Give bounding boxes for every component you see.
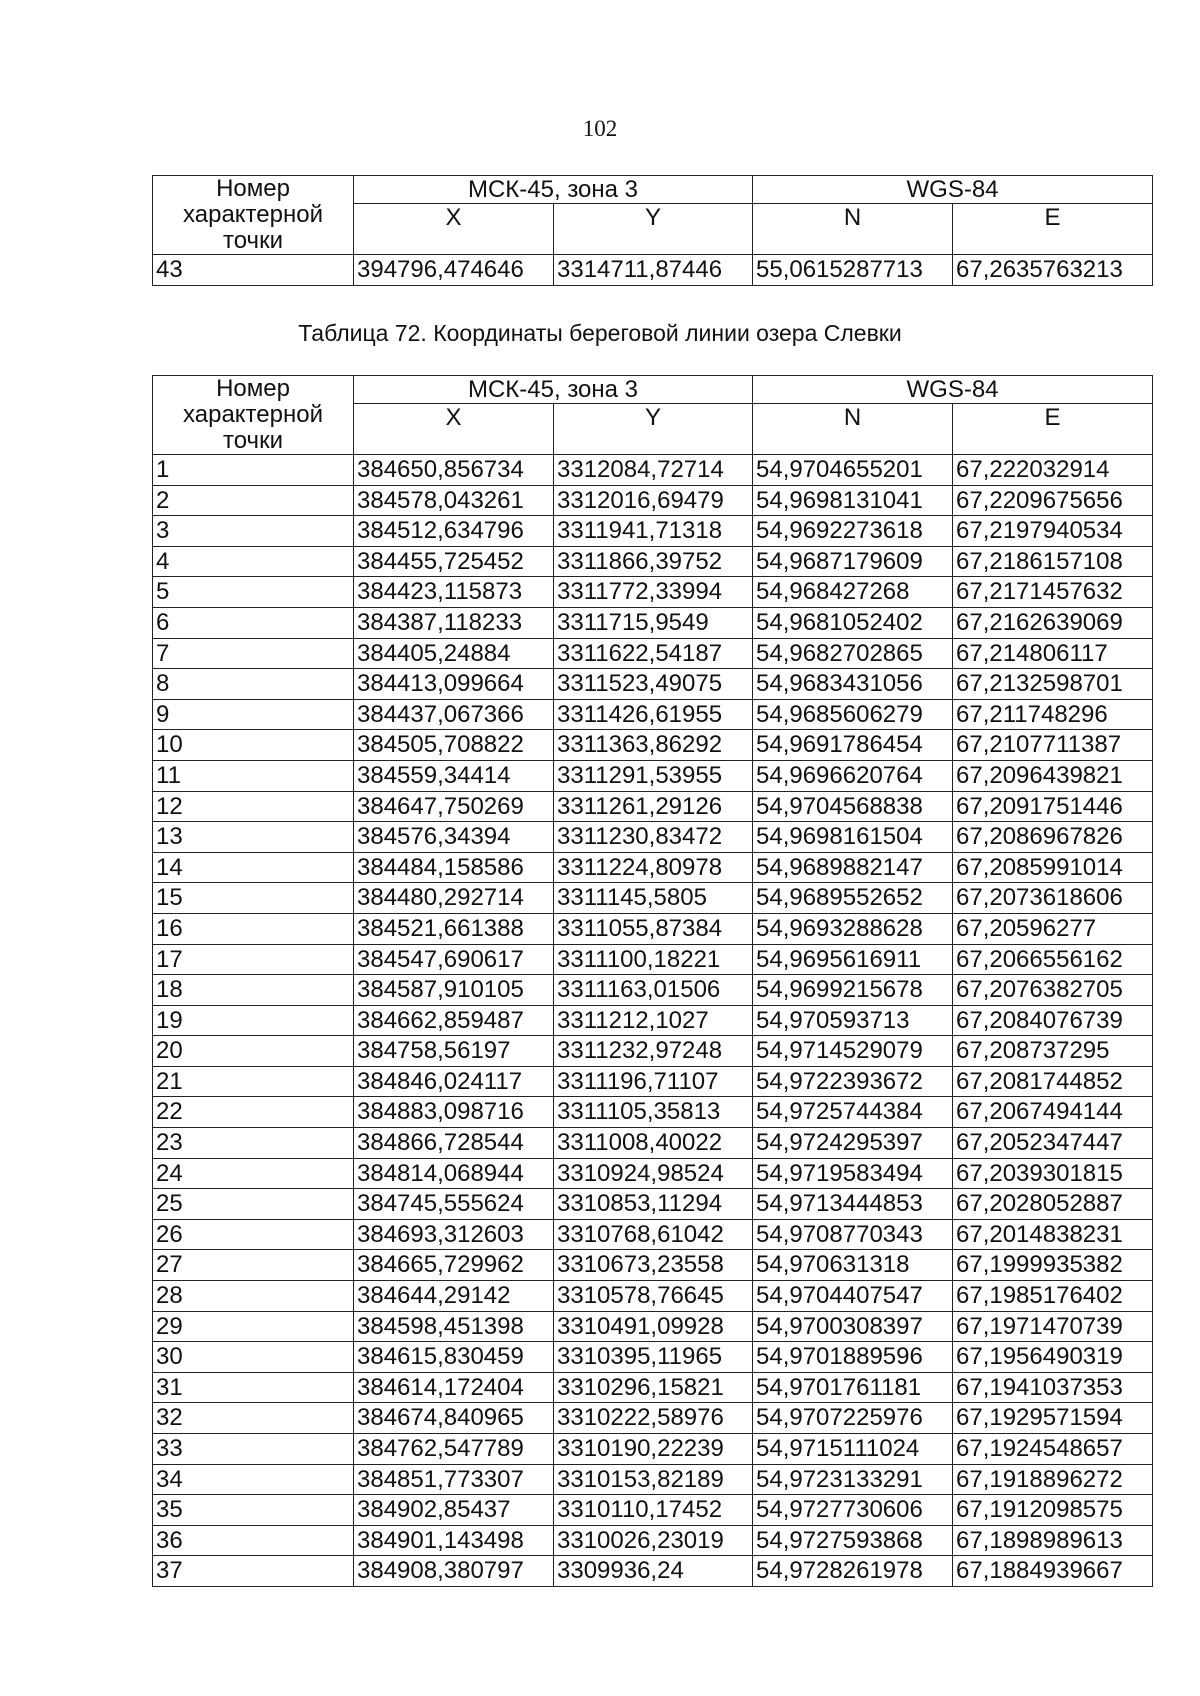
x-cell: 384883,098716 [354, 1097, 554, 1128]
e-cell: 67,2028052887 [953, 1189, 1153, 1220]
table-row [153, 255, 1153, 286]
n-cell: 54,9708770343 [753, 1219, 953, 1250]
table-row [153, 577, 1153, 608]
table-row [153, 1219, 1153, 1250]
e-cell: 67,2086967826 [953, 822, 1153, 853]
n-cell: 54,9689552652 [753, 883, 953, 914]
e-cell: 67,214806117 [953, 638, 1153, 669]
point-number-cell: 11 [153, 760, 354, 791]
table2-body [153, 455, 1153, 1587]
y-cell: 3310296,15821 [554, 1372, 753, 1403]
table-row [153, 516, 1153, 547]
table-row [153, 1525, 1153, 1556]
x-cell: 384647,750269 [354, 791, 554, 822]
x-cell: 384423,115873 [354, 577, 554, 608]
n-cell: 54,9725744384 [753, 1097, 953, 1128]
table-row [153, 1189, 1153, 1220]
e-cell: 67,1884939667 [953, 1556, 1153, 1587]
y-cell: 3311196,71107 [554, 1066, 753, 1097]
x-cell: 384693,312603 [354, 1219, 554, 1250]
header-y: Y [554, 404, 753, 455]
header-msk45: МСК-45, зона 3 [354, 376, 753, 404]
n-cell: 54,9719583494 [753, 1158, 953, 1189]
header-point-number: Номер характерной точки [153, 376, 354, 455]
page-number: 102 [582, 116, 618, 141]
table-row [153, 1128, 1153, 1159]
y-cell: 3310153,82189 [554, 1464, 753, 1495]
e-cell: 67,2073618606 [953, 883, 1153, 914]
table-row [153, 1342, 1153, 1373]
x-cell: 384413,099664 [354, 669, 554, 700]
point-number-cell: 14 [153, 852, 354, 883]
n-cell: 54,9683431056 [753, 669, 953, 700]
point-number-cell: 21 [153, 1066, 354, 1097]
y-cell: 3311261,29126 [554, 791, 753, 822]
table-row [153, 791, 1153, 822]
e-cell: 67,208737295 [953, 1036, 1153, 1067]
point-number-cell: 31 [153, 1372, 354, 1403]
point-number-cell: 12 [153, 791, 354, 822]
n-cell: 54,9722393672 [753, 1066, 953, 1097]
e-cell: 67,2066556162 [953, 944, 1153, 975]
y-cell: 3310395,11965 [554, 1342, 753, 1373]
table-row [153, 1311, 1153, 1342]
n-cell: 54,9689882147 [753, 852, 953, 883]
e-cell: 67,2096439821 [953, 760, 1153, 791]
point-number-cell: 23 [153, 1128, 354, 1159]
point-number-cell: 10 [153, 730, 354, 761]
point-number-cell: 24 [153, 1158, 354, 1189]
n-cell: 55,0615287713 [753, 255, 953, 286]
y-cell: 3311941,71318 [554, 516, 753, 547]
x-cell: 384598,451398 [354, 1311, 554, 1342]
y-cell: 3311363,86292 [554, 730, 753, 761]
y-cell: 3311523,49075 [554, 669, 753, 700]
y-cell: 3311291,53955 [554, 760, 753, 791]
point-number-cell: 32 [153, 1403, 354, 1434]
y-cell: 3311426,61955 [554, 699, 753, 730]
x-cell: 384614,172404 [354, 1372, 554, 1403]
table1-body [153, 255, 1153, 286]
table-row [153, 455, 1153, 486]
n-cell: 54,9685606279 [753, 699, 953, 730]
x-cell: 394796,474646 [354, 255, 554, 286]
x-cell: 384901,143498 [354, 1525, 554, 1556]
x-cell: 384650,856734 [354, 455, 554, 486]
e-cell: 67,211748296 [953, 699, 1153, 730]
table-row [153, 1250, 1153, 1281]
n-cell: 54,9698131041 [753, 485, 953, 516]
point-number-cell: 4 [153, 546, 354, 577]
n-cell: 54,9727730606 [753, 1495, 953, 1526]
e-cell: 67,2084076739 [953, 1005, 1153, 1036]
x-cell: 384559,34414 [354, 760, 554, 791]
n-cell: 54,9704655201 [753, 455, 953, 486]
point-number-cell: 18 [153, 975, 354, 1006]
x-cell: 384505,708822 [354, 730, 554, 761]
n-cell: 54,9698161504 [753, 822, 953, 853]
point-number-cell: 34 [153, 1464, 354, 1495]
n-cell: 54,9715111024 [753, 1434, 953, 1465]
e-cell: 67,2052347447 [953, 1128, 1153, 1159]
e-cell: 67,2107711387 [953, 730, 1153, 761]
e-cell: 67,1912098575 [953, 1495, 1153, 1526]
y-cell: 3311100,18221 [554, 944, 753, 975]
point-number-cell: 16 [153, 913, 354, 944]
table-row [153, 1097, 1153, 1128]
table-row [153, 485, 1153, 516]
n-cell: 54,9682702865 [753, 638, 953, 669]
table-row [153, 760, 1153, 791]
table-row [153, 1005, 1153, 1036]
point-number-cell: 28 [153, 1281, 354, 1312]
e-cell: 67,1929571594 [953, 1403, 1153, 1434]
n-cell: 54,9701761181 [753, 1372, 953, 1403]
table-row [153, 913, 1153, 944]
y-cell: 3309936,24 [554, 1556, 753, 1587]
y-cell: 3310768,61042 [554, 1219, 753, 1250]
y-cell: 3310924,98524 [554, 1158, 753, 1189]
n-cell: 54,9713444853 [753, 1189, 953, 1220]
x-cell: 384455,725452 [354, 546, 554, 577]
header-n: N [753, 204, 953, 255]
n-cell: 54,9687179609 [753, 546, 953, 577]
y-cell: 3310110,17452 [554, 1495, 753, 1526]
y-cell: 3311715,9549 [554, 607, 753, 638]
e-cell: 67,2209675656 [953, 485, 1153, 516]
header-n: N [753, 404, 953, 455]
y-cell: 3311232,97248 [554, 1036, 753, 1067]
y-cell: 3310190,22239 [554, 1434, 753, 1465]
point-number-cell: 3 [153, 516, 354, 547]
table-row [153, 1403, 1153, 1434]
point-number-cell: 25 [153, 1189, 354, 1220]
table-row [153, 822, 1153, 853]
header-x: X [354, 404, 554, 455]
table-row [153, 1434, 1153, 1465]
n-cell: 54,9699215678 [753, 975, 953, 1006]
x-cell: 384674,840965 [354, 1403, 554, 1434]
x-cell: 384576,34394 [354, 822, 554, 853]
e-cell: 67,222032914 [953, 455, 1153, 486]
point-number-cell: 43 [153, 255, 354, 286]
n-cell: 54,968427268 [753, 577, 953, 608]
point-number-cell: 22 [153, 1097, 354, 1128]
y-cell: 3311866,39752 [554, 546, 753, 577]
e-cell: 67,2171457632 [953, 577, 1153, 608]
n-cell: 54,9692273618 [753, 516, 953, 547]
y-cell: 3314711,87446 [554, 255, 753, 286]
y-cell: 3311622,54187 [554, 638, 753, 669]
e-cell: 67,2635763213 [953, 255, 1153, 286]
point-number-cell: 6 [153, 607, 354, 638]
e-cell: 67,1924548657 [953, 1434, 1153, 1465]
y-cell: 3312084,72714 [554, 455, 753, 486]
x-cell: 384578,043261 [354, 485, 554, 516]
n-cell: 54,9724295397 [753, 1128, 953, 1159]
header-y: Y [554, 204, 753, 255]
n-cell: 54,970593713 [753, 1005, 953, 1036]
coordinates-table-continued [152, 175, 1153, 286]
y-cell: 3311212,1027 [554, 1005, 753, 1036]
table-row [153, 1036, 1153, 1067]
e-cell: 67,2132598701 [953, 669, 1153, 700]
y-cell: 3311105,35813 [554, 1097, 753, 1128]
e-cell: 67,2085991014 [953, 852, 1153, 883]
y-cell: 3311230,83472 [554, 822, 753, 853]
y-cell: 3311008,40022 [554, 1128, 753, 1159]
table-row [153, 699, 1153, 730]
e-cell: 67,2197940534 [953, 516, 1153, 547]
point-number-cell: 2 [153, 485, 354, 516]
header-wgs84: WGS-84 [753, 376, 1153, 404]
x-cell: 384387,118233 [354, 607, 554, 638]
e-cell: 67,2186157108 [953, 546, 1153, 577]
point-number-cell: 17 [153, 944, 354, 975]
point-number-cell: 35 [153, 1495, 354, 1526]
table-row [153, 1464, 1153, 1495]
e-cell: 67,1971470739 [953, 1311, 1153, 1342]
header-e: E [953, 204, 1153, 255]
e-cell: 67,2081744852 [953, 1066, 1153, 1097]
x-cell: 384521,661388 [354, 913, 554, 944]
e-cell: 67,1956490319 [953, 1342, 1153, 1373]
y-cell: 3311163,01506 [554, 975, 753, 1006]
y-cell: 3310026,23019 [554, 1525, 753, 1556]
e-cell: 67,1918896272 [953, 1464, 1153, 1495]
x-cell: 384851,773307 [354, 1464, 554, 1495]
n-cell: 54,9723133291 [753, 1464, 953, 1495]
n-cell: 54,9693288628 [753, 913, 953, 944]
point-number-cell: 27 [153, 1250, 354, 1281]
x-cell: 384814,068944 [354, 1158, 554, 1189]
point-number-cell: 9 [153, 699, 354, 730]
point-number-cell: 29 [153, 1311, 354, 1342]
x-cell: 384665,729962 [354, 1250, 554, 1281]
e-cell: 67,1941037353 [953, 1372, 1153, 1403]
point-number-cell: 15 [153, 883, 354, 914]
point-number-cell: 8 [153, 669, 354, 700]
header-e: E [953, 404, 1153, 455]
point-number-cell: 1 [153, 455, 354, 486]
e-cell: 67,2067494144 [953, 1097, 1153, 1128]
y-cell: 3311224,80978 [554, 852, 753, 883]
x-cell: 384758,56197 [354, 1036, 554, 1067]
n-cell: 54,9714529079 [753, 1036, 953, 1067]
point-number-cell: 20 [153, 1036, 354, 1067]
e-cell: 67,1999935382 [953, 1250, 1153, 1281]
table-row [153, 669, 1153, 700]
x-cell: 384615,830459 [354, 1342, 554, 1373]
e-cell: 67,2076382705 [953, 975, 1153, 1006]
table-row [153, 730, 1153, 761]
header-wgs84: WGS-84 [753, 176, 1153, 204]
point-number-cell: 33 [153, 1434, 354, 1465]
table-row [153, 1556, 1153, 1587]
table-row [153, 546, 1153, 577]
table-row [153, 1372, 1153, 1403]
n-cell: 54,9728261978 [753, 1556, 953, 1587]
table-row [153, 638, 1153, 669]
x-cell: 384484,158586 [354, 852, 554, 883]
y-cell: 3310853,11294 [554, 1189, 753, 1220]
n-cell: 54,9701889596 [753, 1342, 953, 1373]
y-cell: 3310578,76645 [554, 1281, 753, 1312]
point-number-cell: 5 [153, 577, 354, 608]
y-cell: 3312016,69479 [554, 485, 753, 516]
x-cell: 384662,859487 [354, 1005, 554, 1036]
table-row [153, 975, 1153, 1006]
n-cell: 54,9695616911 [753, 944, 953, 975]
n-cell: 54,9704407547 [753, 1281, 953, 1312]
x-cell: 384908,380797 [354, 1556, 554, 1587]
n-cell: 54,970631318 [753, 1250, 953, 1281]
y-cell: 3311772,33994 [554, 577, 753, 608]
table-row [153, 607, 1153, 638]
n-cell: 54,9696620764 [753, 760, 953, 791]
x-cell: 384745,555624 [354, 1189, 554, 1220]
shoreline-coordinates-table [152, 375, 1153, 1587]
e-cell: 67,1898989613 [953, 1525, 1153, 1556]
e-cell: 67,2162639069 [953, 607, 1153, 638]
header-x: X [354, 204, 554, 255]
y-cell: 3310673,23558 [554, 1250, 753, 1281]
n-cell: 54,9727593868 [753, 1525, 953, 1556]
x-cell: 384437,067366 [354, 699, 554, 730]
x-cell: 384644,29142 [354, 1281, 554, 1312]
point-number-cell: 36 [153, 1525, 354, 1556]
point-number-cell: 30 [153, 1342, 354, 1373]
x-cell: 384587,910105 [354, 975, 554, 1006]
x-cell: 384512,634796 [354, 516, 554, 547]
y-cell: 3310491,09928 [554, 1311, 753, 1342]
point-number-cell: 7 [153, 638, 354, 669]
table-caption: Таблица 72. Координаты береговой линии озера Слевки [298, 320, 902, 346]
x-cell: 384902,85437 [354, 1495, 554, 1526]
table-row [153, 883, 1153, 914]
point-number-cell: 37 [153, 1556, 354, 1587]
x-cell: 384762,547789 [354, 1434, 554, 1465]
table-row [153, 852, 1153, 883]
y-cell: 3311055,87384 [554, 913, 753, 944]
n-cell: 54,9704568838 [753, 791, 953, 822]
table-row [153, 1158, 1153, 1189]
point-number-cell: 19 [153, 1005, 354, 1036]
e-cell: 67,20596277 [953, 913, 1153, 944]
point-number-cell: 13 [153, 822, 354, 853]
point-number-cell: 26 [153, 1219, 354, 1250]
y-cell: 3311145,5805 [554, 883, 753, 914]
x-cell: 384405,24884 [354, 638, 554, 669]
n-cell: 54,9707225976 [753, 1403, 953, 1434]
table-row [153, 1495, 1153, 1526]
table-row [153, 1281, 1153, 1312]
table-row [153, 1066, 1153, 1097]
n-cell: 54,9691786454 [753, 730, 953, 761]
x-cell: 384846,024117 [354, 1066, 554, 1097]
y-cell: 3310222,58976 [554, 1403, 753, 1434]
e-cell: 67,2091751446 [953, 791, 1153, 822]
table-row [153, 944, 1153, 975]
n-cell: 54,9681052402 [753, 607, 953, 638]
e-cell: 67,2014838231 [953, 1219, 1153, 1250]
x-cell: 384866,728544 [354, 1128, 554, 1159]
x-cell: 384547,690617 [354, 944, 554, 975]
header-msk45: МСК-45, зона 3 [354, 176, 753, 204]
e-cell: 67,2039301815 [953, 1158, 1153, 1189]
x-cell: 384480,292714 [354, 883, 554, 914]
e-cell: 67,1985176402 [953, 1281, 1153, 1312]
n-cell: 54,9700308397 [753, 1311, 953, 1342]
header-point-number: Номер характерной точки [153, 176, 354, 255]
